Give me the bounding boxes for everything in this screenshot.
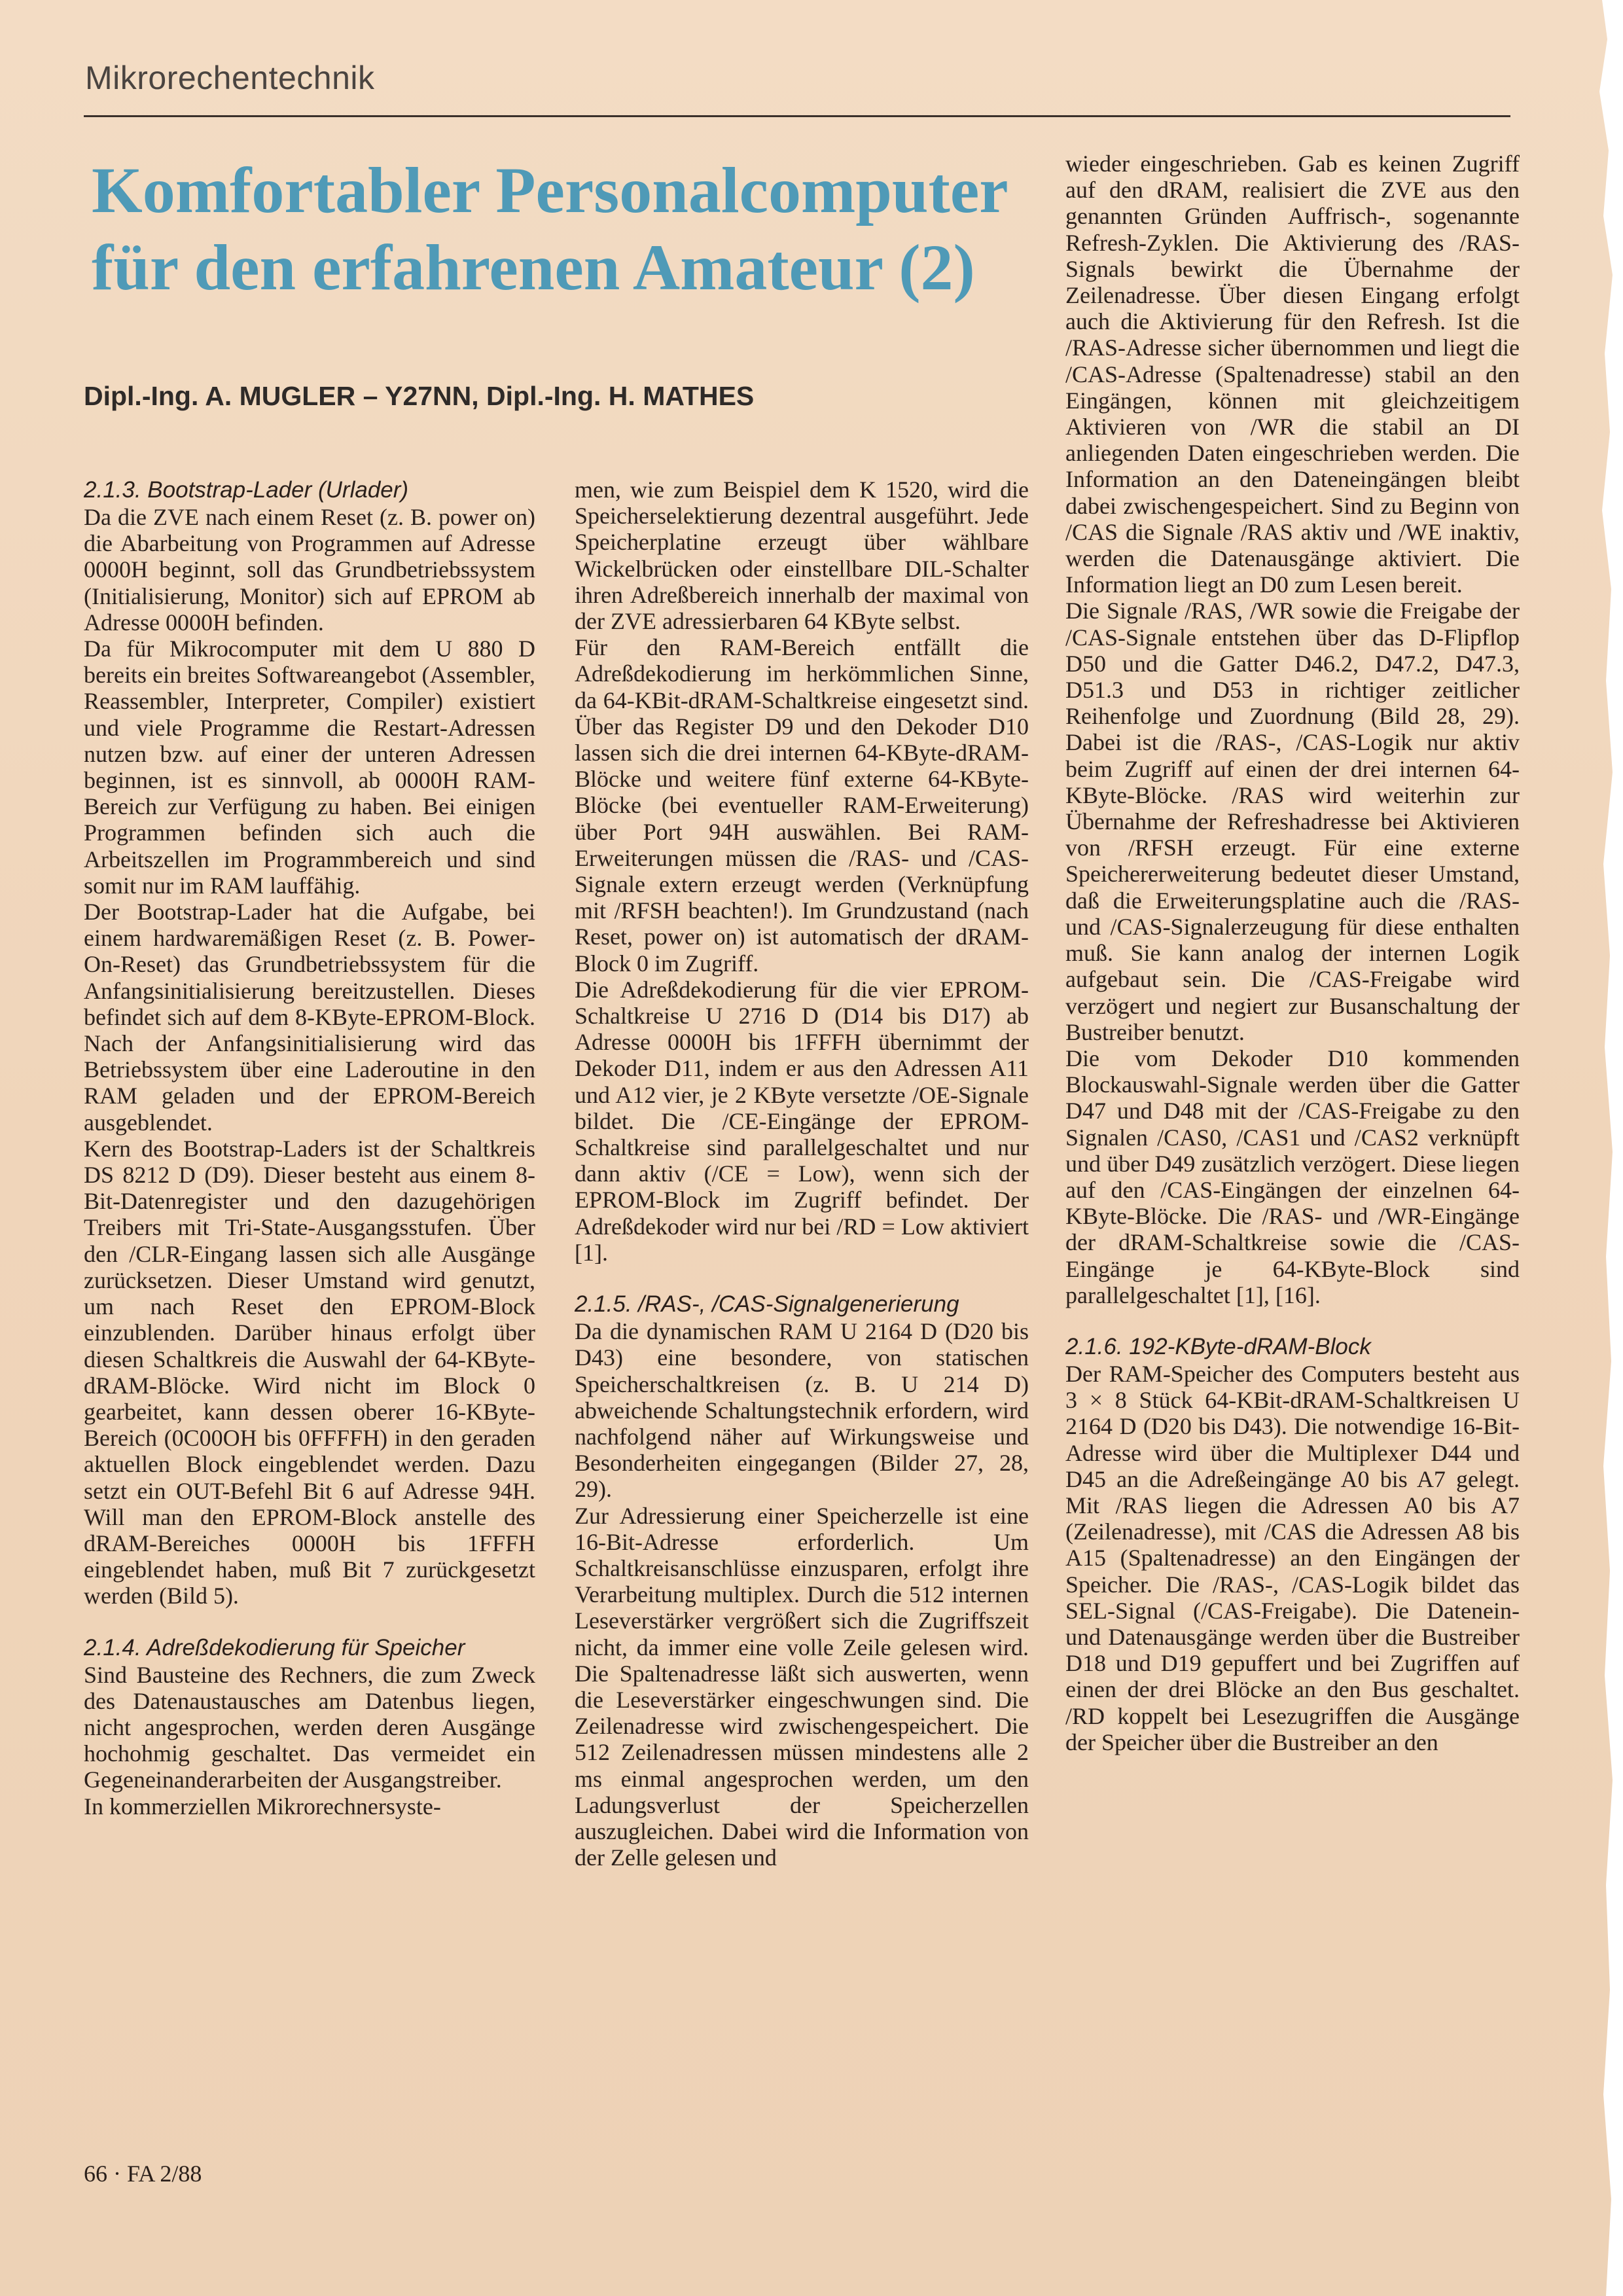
text-column-3 bbox=[1065, 151, 1520, 1755]
paragraph: Da für Mikrocomputer mit dem U 880 D bereits ein breites Softwareangebot (Assembler, Reassembler, Interpreter, Compiler) existiert und viele Programme die Restart-Adressen nutzen bzw. auf einer der unteren Adressen beginnen, ist es sinnvoll, ab 0000H RAM-Bereich zur Verfügung zu haben. Bei einigen Programmen befinden sich auch die Arbeitszellen im Programmbereich und sind somit nur im RAM lauffähig. bbox=[84, 636, 535, 899]
subheading-ras-cas: 2.1.5. /RAS-, /CAS-Signalgenerierung bbox=[575, 1291, 959, 1318]
paragraph: Da die ZVE nach einem Reset (z. B. power on) die Abarbeitung von Programmen auf Adresse 0000H beginnt, soll das Grundbetriebssystem (Initialisierung, Monitor) sich auf EPROM ab Adresse 0000H befinden. bbox=[84, 504, 535, 636]
page-folio: 66 · FA 2/88 bbox=[84, 2161, 202, 2187]
text-column-2 bbox=[575, 476, 1029, 1871]
subheading-adressdekodierung: 2.1.4. Adreßdekodierung für Speicher bbox=[84, 1634, 465, 1660]
paragraph: Die Adreßdekodierung für die vier EPROM-Schaltkreise U 2716 D (D14 bis D17) ab Adresse 0000H bis 1FFFH übernimmt der Dekoder D11, indem er aus den Adressen A11 und A12 vier, je 2 KByte versetzte /OE-Signale bildet. Die /CE-Eingänge der EPROM-Schaltkreise sind parallelgeschaltet und nur dann aktiv (/CE = Low), wenn sich der EPROM-Block im Zugriff befindet. Der Adreßdekoder wird nur bei /RD = Low aktiviert [1]. bbox=[575, 976, 1029, 1266]
paragraph: Die vom Dekoder D10 kommenden Blockauswahl-Signale werden über die Gatter D47 und D48 mit der /CAS-Freigabe zu den Signalen /CAS0, /CAS1 und /CAS2 verknüpft und über D49 zusätzlich verzögert. Diese liegen auf den /CAS-Eingängen der einzelnen 64-KByte-Blöcke. Die /RAS- und /WR-Eingänge der dRAM-Schaltkreise sowie die /CAS-Eingänge je 64-KByte-Block sind parallelgeschaltet [1], [16]. bbox=[1065, 1045, 1520, 1308]
paragraph: men, wie zum Beispiel dem K 1520, wird die Speicherselektierung dezentral ausgeführt. Jede Speicherplatine erzeugt über wählbare Wickelbrücken oder einstellbare DIL-Schalter ihren Adreßbereich innerhalb der maximal von der ZVE adressierbaren 64 KByte selbst. bbox=[575, 476, 1029, 635]
paragraph: In kommerziellen Mikrorechnersyste- bbox=[84, 1793, 441, 1820]
subheading-dram-block: 2.1.6. 192-KByte-dRAM-Block bbox=[1065, 1333, 1371, 1359]
header-rule bbox=[84, 115, 1510, 117]
paragraph: Kern des Bootstrap-Laders ist der Schaltkreis DS 8212 D (D9). Dieser besteht aus einem 8-Bit-Datenregister und den dazugehörigen Treibers mit Tri-State-Ausgangsstufen. Über den /CLR-Eingang lassen sich alle Ausgänge zurücksetzen. Dieser Umstand wird genutzt, um nach Reset den EPROM-Block einzublenden. Darüber hinaus erfolgt über diesen Schaltkreis die Auswahl der 64-KByte-dRAM-Blöcke. Wird nicht im Block 0 gearbeitet, kann dessen oberer 16-KByte-Bereich (0C00OH bis 0FFFFH) in den geraden aktuellen Block eingeblendet werden. Dazu setzt ein OUT-Befehl Bit 6 auf Adresse 94H. Will man den EPROM-Block anstelle des dRAM-Bereiches 0000H bis 1FFFH eingeblendet haben, muß Bit 7 zurückgesetzt werden (Bild 5). bbox=[84, 1135, 535, 1609]
paragraph: Der Bootstrap-Lader hat die Aufgabe, bei einem hardwaremäßigen Reset (z. B. Power-On-Reset) das Grundbetriebssystem für die Anfangsinitialisierung bereitzustellen. Dieses befindet sich auf dem 8-KByte-EPROM-Block. Nach der Anfangsinitialisierung wird das Betriebssystem über eine Laderoutine in den RAM geladen und der EPROM-Bereich ausgeblendet. bbox=[84, 899, 535, 1136]
paragraph: Der RAM-Speicher des Computers besteht aus 3 × 8 Stück 64-KBit-dRAM-Schaltkreisen U 2164 D (D20 bis D43). Die notwendige 16-Bit-Adresse wird über die Multiplexer D44 und D45 an die Adreßeingänge A0 bis A7 gelegt. Mit /RAS liegen die Adressen A0 bis A7 (Zeilenadresse), mit /CAS die Adressen A8 bis A15 (Spaltenadresse) an den Eingängen der Speicher. Die /RAS-, /CAS-Logik bildet das SEL-Signal (/CAS-Freigabe). Die Datenein- und Datenausgänge werden über die Bustreiber D18 und D19 gepuffert und bei Zugriffen auf einen der drei Blöcke an den Bus geschaltet. /RD koppelt bei Lesezugriffen die Ausgänge der Speicher über die Bustreiber an den bbox=[1065, 1360, 1520, 1755]
paragraph: Die Signale /RAS, /WR sowie die Freigabe der /CAS-Signale entstehen über das D-Flipflop D50 und die Gatter D46.2, D47.2, D47.3, D51.3 und D53 in richtiger zeitlicher Reihenfolge und Zuordnung (Bild 28, 29). Dabei ist die /RAS-, /CAS-Logik nur aktiv beim Zugriff auf einen der drei internen 64-KByte-Blöcke. /RAS wird weiterhin zur Übernahme der Refreshadresse bei Aktivieren von /RFSH erzeugt. Für eine externe Speichererweiterung bedeutet dieser Umstand, daß die Erweiterungsplatine auch die /RAS- und /CAS-Signalerzeugung für diese enthalten muß. Sie kann analog der internen Logik aufgebaut sein. Die /CAS-Freigabe wird verzögert und negiert zur Busanschaltung der Bustreiber benutzt. bbox=[1065, 598, 1520, 1045]
text-column-1 bbox=[84, 476, 535, 1820]
article-title: Komfortabler Personalcomputer für den erfahrenen Amateur (2) bbox=[92, 154, 1007, 304]
paragraph: wieder eingeschrieben. Gab es keinen Zugriff auf den dRAM, realisiert die ZVE aus den genannten Gründen Auffrisch-, sogenannte Refresh-Zyklen. Die Aktivierung des /RAS-Signals bewirkt die Übernahme der Zeilenadresse. Über diesen Eingang erfolgt auch die Aktivierung für den Refresh. Ist die /RAS-Adresse sicher übernommen und liegt die /CAS-Adresse (Spaltenadresse) stabil an den Eingängen, können mit gleichzeitigem Aktivieren von /WR die stabil an DI anliegenden Daten eingeschrieben werden. Die Information an den Dateneingängen bleibt dabei zwischengespeichert. Sind zu Beginn von /CAS die Signale /RAS aktiv und /WE inaktiv, werden die Datenausgänge aktiviert. Die Information liegt an D0 zum Lesen bereit. bbox=[1065, 151, 1520, 598]
article-authors: Dipl.-Ing. A. MUGLER – Y27NN, Dipl.-Ing. H. MATHES bbox=[84, 381, 755, 411]
paragraph: Zur Adressierung einer Speicherzelle ist eine 16-Bit-Adresse erforderlich. Um Schaltkreisanschlüsse einzusparen, erfolgt ihre Verarbeitung multiplex. Durch die 512 internen Leseverstärker vergrößert sich die Zugriffszeit nicht, da immer eine volle Zeile gelesen wird. Die Spaltenadresse läßt sich auswerten, wenn die Leseverstärker eingeschwungen sind. Die Zeilenadresse wird zwischengespeichert. Die 512 Zeilenadressen müssen mindestens alle 2 ms einmal angesprochen werden, um den Ladungsverlust der Speicherzellen auszugleichen. Dabei wird die Information von der Zelle gelesen und bbox=[575, 1502, 1029, 1871]
section-heading: Mikrorechentechnik bbox=[85, 60, 375, 96]
torn-edge bbox=[1544, 0, 1623, 2296]
paragraph: Da die dynamischen RAM U 2164 D (D20 bis D43) eine besondere, von statischen Speicherschaltkreisen (z. B. U 214 D) abweichende Schaltungstechnik erfordern, wird nachfolgend näher auf Wirkungsweise und Besonderheiten eingegangen (Bilder 27, 28, 29). bbox=[575, 1318, 1029, 1503]
spacer bbox=[84, 1609, 535, 1634]
spacer bbox=[1065, 1308, 1520, 1333]
spacer bbox=[575, 1266, 1029, 1291]
paragraph: Sind Bausteine des Rechners, die zum Zweck des Datenaustausches am Datenbus liegen, nicht angesprochen, werden deren Ausgänge hochohmig geschaltet. Das vermeidet ein Gegeneinanderarbeiten der Ausgangstreiber. bbox=[84, 1661, 535, 1793]
subheading-bootstrap-lader: 2.1.3. Bootstrap-Lader (Urlader) bbox=[84, 477, 409, 503]
paragraph: Für den RAM-Bereich entfällt die Adreßdekodierung im herkömmlichen Sinne, da 64-KBit-dRAM-Schaltkreise eingesetzt sind. Über das Register D9 und den Dekoder D10 lassen sich die drei internen 64-KByte-dRAM-Blöcke und weitere fünf externe 64-KByte-Blöcke (bei eventueller RAM-Erweiterung) über Port 94H auswählen. Bei RAM-Erweiterungen müssen die /RAS- und /CAS-Signale extern erzeugt werden (Verknüpfung mit /RFSH beachten!). Im Grundzustand (nach Reset, power on) ist automatisch der dRAM-Block 0 im Zugriff. bbox=[575, 634, 1029, 977]
